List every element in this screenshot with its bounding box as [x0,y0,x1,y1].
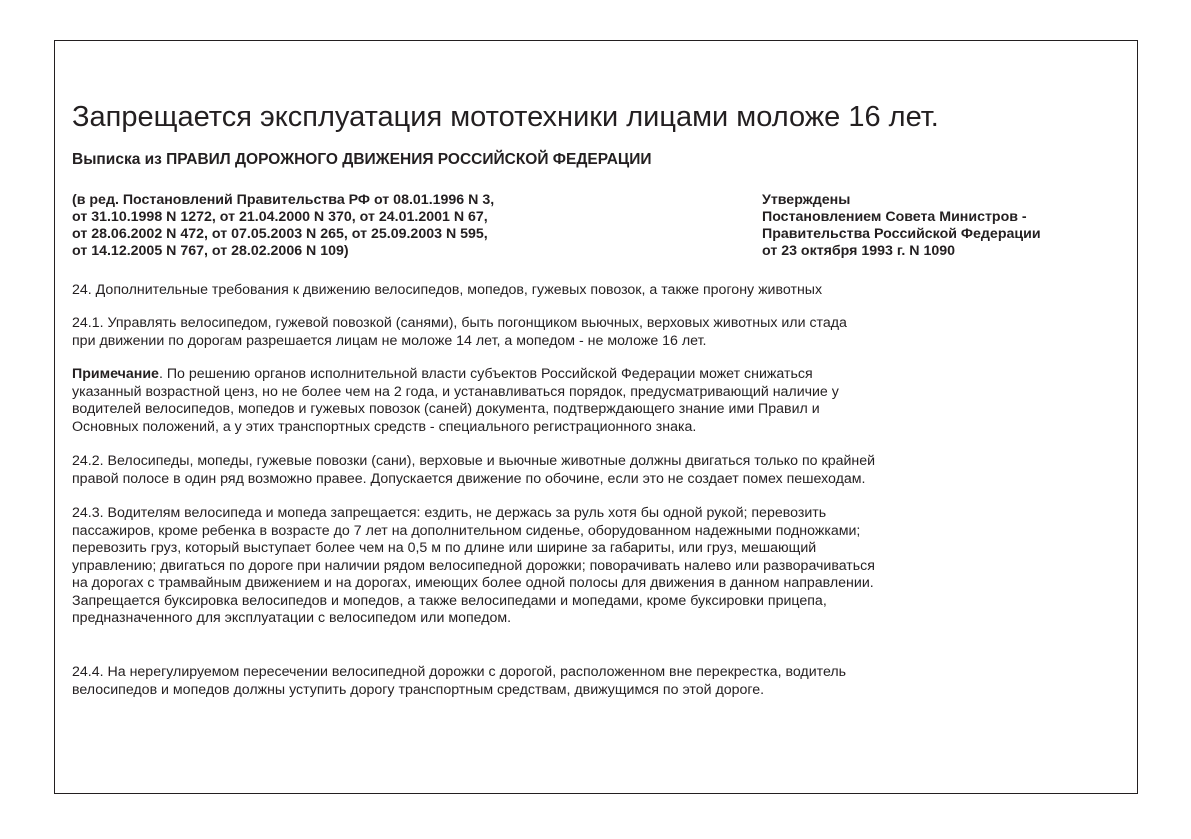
paragraph-line: 24.1. Управлять велосипедом, гужевой повозкой (санями), быть погонщиком вьючных, верховых животных или стада [72,315,847,331]
paragraph-line: на дорогах с трамвайным движением и на дорогах, имеющих более одной полосы для движения в данном направлении. [72,575,874,591]
amendments-block [72,192,494,260]
amendment-line: от 31.10.1998 N 1272, от 21.04.2000 N 370, от 24.01.2001 N 67, [72,209,488,225]
paragraph-line: 24. Дополнительные требования к движению велосипедов, мопедов, гужевых повозок, а также прогону животных [72,282,823,298]
paragraph-24-3 [72,505,1132,628]
amendment-line: от 28.06.2002 N 472, от 07.05.2003 N 265, от 25.09.2003 N 595, [72,226,488,242]
paragraph-24-4 [72,664,1132,699]
paragraph-line: велосипедов и мопедов должны уступить дорогу транспортным средствам, движущимся по этой дороге. [72,681,765,698]
approval-line: от 23 октября 1993 г. N 1090 [762,243,956,259]
paragraph-line: управлению; двигаться по дороге при наличии рядом велосипедной дорожки; поворачивать налево или разворачиваться [72,557,875,574]
paragraph-line: Запрещается буксировка велосипедов и мопедов, а также велосипедами и мопедами, кроме буксировки прицепа, [72,592,827,609]
approval-line: Утверждены [762,192,851,208]
amendment-line: от 14.12.2005 N 767, от 28.02.2006 N 109) [72,243,349,259]
paragraph-line: перевозить груз, который выступает более чем на 0,5 м по длине или ширине за габариты, или груз, мешающий [72,540,817,556]
amendment-line: (в ред. Постановлений Правительства РФ от 08.01.1996 N 3, [72,192,495,208]
paragraph-line: водителей велосипедов, мопедов и гужевых повозок (саней) документа, подтверждающего знание ими Правил и [72,401,820,417]
paragraph-24-2 [72,453,1132,488]
paragraph-line: при движении по дорогам разрешается лицам не моложе 14 лет, а мопедом - не моложе 16 лет. [72,332,707,349]
document-title: Запрещается эксплуатация мототехники лицами моложе 16 лет. [72,101,939,133]
approval-line: Постановлением Совета Министров - [762,209,1027,225]
section-24-heading [72,282,1132,300]
paragraph-line: Основных положений, а у этих транспортных средств - специального регистрационного знака. [72,418,697,435]
paragraph-line: указанный возрастной ценз, но не более чем на 2 года, и устанавливаться порядок, предусматривающий наличие у [72,383,839,400]
paragraph-line: 24.3. Водителям велосипеда и мопеда запрещается: ездить, не держась за руль хотя бы одной рукой; перевозить [72,505,827,521]
note-label: Примечание [72,366,159,382]
paragraph-line: предназначенного для эксплуатации с велосипедом или мопедом. [72,610,512,626]
approval-block [762,192,1041,260]
paragraph-line: пассажиров, кроме ребенка в возрасте до 7 лет на дополнительном сиденье, оборудованном надежными подножками; [72,522,861,539]
document-subtitle: Выписка из ПРАВИЛ ДОРОЖНОГО ДВИЖЕНИЯ РОССИЙСКОЙ ФЕДЕРАЦИИ [72,151,652,168]
note-paragraph [72,366,1132,436]
approval-line: Правительства Российской Федерации [762,226,1041,242]
paragraph-line: правой полосе в один ряд возможно правее. Допускается движение по обочине, если это не создает помех пешеходам. [72,470,866,487]
paragraph-24-1 [72,315,1132,350]
paragraph-line: 24.2. Велосипеды, мопеды, гужевые повозки (сани), верховые и вьючные животные должны двигаться только по крайней [72,453,876,469]
paragraph-line: 24.4. На нерегулируемом пересечении велосипедной дорожки с дорогой, расположенном вне перекрестка, водитель [72,664,847,680]
paragraph-line [72,366,1132,384]
note-first-line: . По решению органов исполнительной власти субъектов Российской Федерации может снижаться [158,366,813,382]
